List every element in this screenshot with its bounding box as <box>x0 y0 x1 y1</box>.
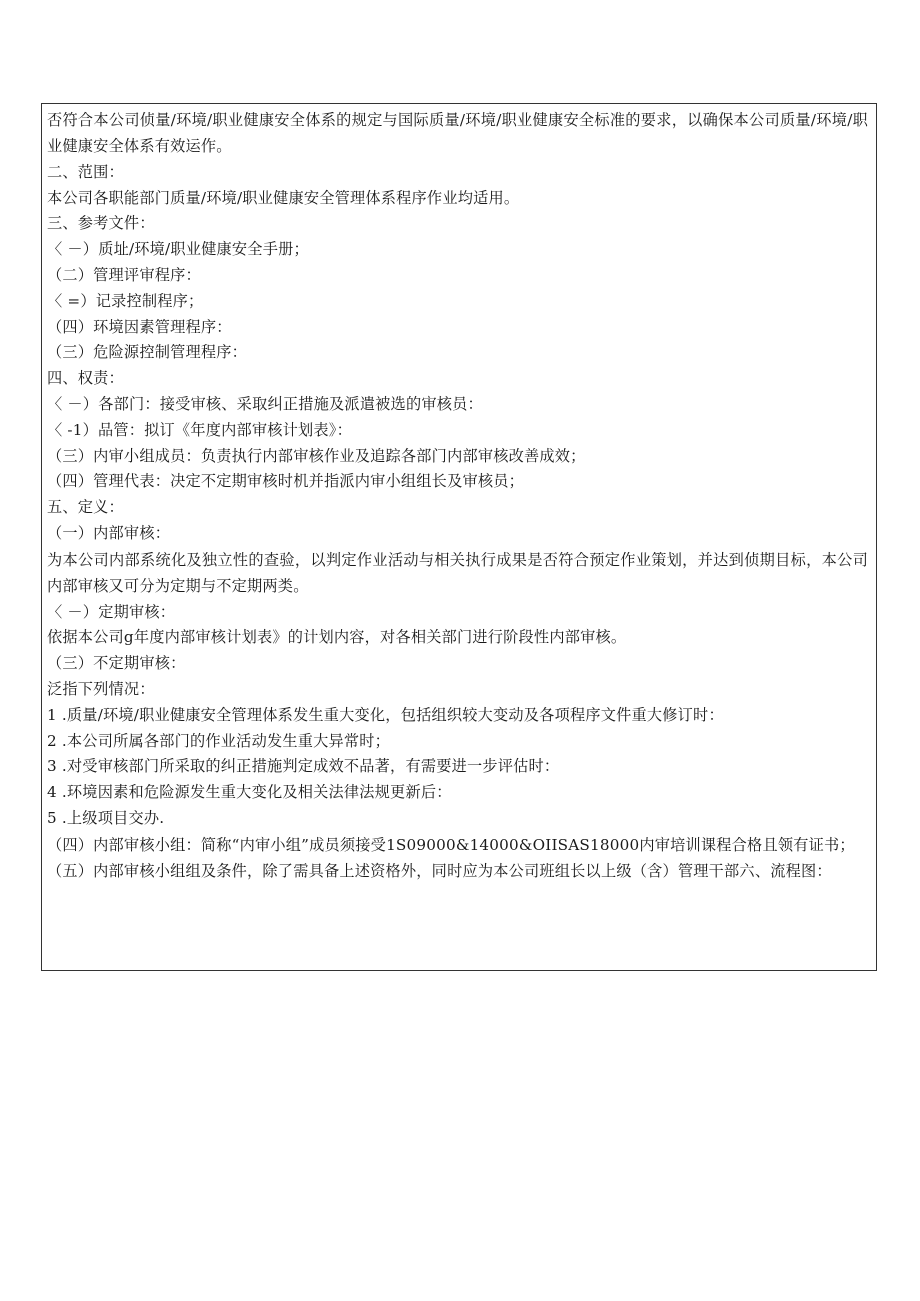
intro-paragraph: 否符合本公司侦量/环境/职业健康安全体系的规定与国际质量/环境/职业健康安全标准的要求，以确保本公司质量/环境/职业健康安全体系有效运作。 <box>47 111 868 156</box>
reference-item: 〈 －）质址/环境/职业健康安全手册； <box>47 240 309 259</box>
scope-text: 本公司各职能部门质量/环境/职业健康安全管理体系程序作业均适用。 <box>47 188 520 207</box>
audit-team-text: （四）内部审核小组：简称“内审小组”成员须接受1S09000&14000&OIISAS18000内审培训课程合格且领有证书； <box>47 835 855 854</box>
irregular-audit-intro: 泛指下列情况： <box>47 679 155 698</box>
irregular-audit-item: 1 .质量/环境/职业健康安全管理体系发生重大变化，包括组织较大变动及各项程序文件重大修订时： <box>47 705 724 724</box>
responsibility-item: 〈 -1）品管：拟订《年度内部审核计划表》： <box>47 420 352 439</box>
responsibility-heading: 四、权责： <box>47 369 124 388</box>
internal-audit-text: 为本公司内部系统化及独立性的查验，以判定作业活动与相关执行成果是否符合预定作业策划，并达到侦期目标，本公司内部审核又可分为定期与不定期两类。 <box>47 550 868 596</box>
references-heading: 三、参考文件： <box>47 214 155 233</box>
internal-audit-heading: （一）内部审核： <box>47 523 171 542</box>
reference-item: （三）危险源控制管理程序： <box>47 343 248 362</box>
definition-heading: 五、定义： <box>47 498 124 517</box>
periodic-audit-heading: 〈 －）定期审核： <box>47 602 176 621</box>
responsibility-item: （四）管理代表：决定不定期审核时机并指派内审小组组长及审核员； <box>47 472 525 491</box>
responsibility-item: （三）内审小组成员：负责执行内部审核作业及追踪各部门内部审核改善成效； <box>47 446 586 465</box>
irregular-audit-item: 2 .本公司所属各部门的作业活动发生重大异常时； <box>47 731 391 750</box>
periodic-audit-text: 依据本公司g年度内部审核计划表》的计划内容，对各相关部门进行阶段性内部审核。 <box>47 628 627 647</box>
irregular-audit-item: 3 .对受审核部门所采取的纠正措施判定成效不品著，有需要进一步评估时： <box>47 757 560 776</box>
irregular-audit-item: 4 .环境因素和危险源发生重大变化及相关法律法规更新后： <box>47 783 452 802</box>
reference-item: 〈 =）记录控制程序； <box>47 291 204 310</box>
irregular-audit-item: 5 .上级项目交办. <box>47 808 165 827</box>
responsibility-item: 〈 －）各部门：接受审核、采取纠正措施及派遣被选的审核员： <box>47 394 483 413</box>
reference-item: （四）环境因素管理程序： <box>47 317 232 336</box>
irregular-audit-heading: （三）不定期审核： <box>47 654 186 673</box>
audit-team-conditions-text: （五）内部审核小组组及条件，除了需具备上述资格外，同时应为本公司班组长以上级（含）管理干部六、流程图： <box>47 862 832 881</box>
reference-item: （二）管理评审程序： <box>47 266 201 284</box>
scope-heading: 二、范围： <box>47 162 124 181</box>
document-frame <box>41 103 877 971</box>
